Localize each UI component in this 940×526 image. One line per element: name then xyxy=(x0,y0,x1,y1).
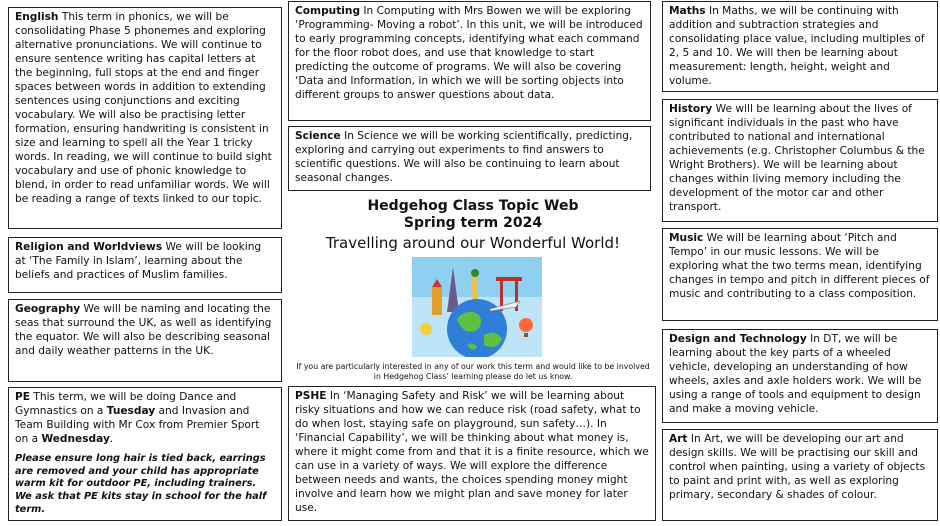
pe-note: Please ensure long hair is tied back, earrings are removed and your child has appropriate warm kit for outdoor PE, including trainers. We ask that PE kits stay in school for the half term. xyxy=(15,452,267,515)
history-body: We will be learning about the lives of significant individuals in the past who have contributed to national and international achievements (e.g. Christopher Columbus & the Wright Brothers). We will be learning about changes within living memory including the development of the motor car and other transport. xyxy=(669,103,925,213)
religion-title: Religion and Worldviews xyxy=(15,241,163,253)
involvement-note: If you are particularly interested in any of our work this term and would like to be involved in Hedgehog Class’ learning please do let us know. xyxy=(296,362,650,382)
english-body: This term in phonics, we will be consolidating Phase 5 phonemes and exploring alternative pronunciations. We will continue to ensure sentence writing has capital letters at the beginning, full stops at the end and finger spaces between words in addition to extending sentences using conjunctions and exciting vocabulary. We will also be practising letter formation, ensuring handwriting is consistent in size and learning to spell all the Year 1 tricky words. In reading, we will continue to build sight vocabulary and use of phonic knowledge to blend, in order to read unfamiliar words. We will be reading a range of texts linked to our topic. xyxy=(15,11,272,205)
maths-box xyxy=(662,1,938,92)
pshe-title: PSHE xyxy=(295,390,327,402)
computing-title: Computing xyxy=(295,5,361,17)
geography-body: We will be naming and locating the seas that surround the UK, as well as identifying the equator. We will also be describing seasonal and daily weather patterns in the UK. xyxy=(15,303,272,357)
pe-body-2: and Invasion and Team Building with Mr Cox from Premier Sport on a xyxy=(15,404,260,445)
pe-day-2: Wednesday xyxy=(41,432,110,445)
english-box xyxy=(8,7,282,229)
topic-title: Travelling around our Wonderful World! xyxy=(325,234,621,252)
geography-title: Geography xyxy=(15,303,81,315)
pshe-box xyxy=(288,386,656,521)
science-body: In Science we will be working scientifically, predicting, exploring and carrying out experiments to find answers to scientific questions. We will also be continuing to learn about seasonal changes. xyxy=(295,130,633,184)
science-box xyxy=(288,126,651,191)
term-title: Spring term 2024 xyxy=(403,215,543,231)
art-box xyxy=(662,429,938,521)
dt-box xyxy=(662,329,938,423)
class-title: Hedgehog Class Topic Web xyxy=(367,198,579,214)
religion-box xyxy=(8,237,282,293)
science-title: Science xyxy=(295,130,341,142)
art-body: In Art, we will be developing our art and design skills. We will be practising our skill and control when painting, using a variety of objects to paint and print with, as well as exploring primary, secondary & shades of colour. xyxy=(669,433,926,501)
dt-body: In DT, we will be learning about the key parts of a wheeled vehicle, developing an understanding of how wheels, axles and axle holders work. We will be using a range of tools and equipment to design and make a moving vehicle. xyxy=(669,333,922,415)
computing-body: In Computing with Mrs Bowen we will be exploring ‘Programming- Moving a robot’. In this unit, we will be introduced to early programming concepts, identifying what each command for the floor robot does, and use that knowledge to start predicting the outcome of programs. We will also be covering ‘Data and Information, in which we will be sorting objects into different groups to answer questions about data. xyxy=(295,5,643,101)
pe-box xyxy=(8,387,282,521)
maths-title: Maths xyxy=(669,5,706,17)
art-title: Art xyxy=(669,433,688,445)
history-title: History xyxy=(669,103,713,115)
dt-title: Design and Technology xyxy=(669,333,807,345)
pe-body-3: . xyxy=(109,432,114,445)
world-landmarks-image xyxy=(412,257,542,357)
pe-day-1: Tuesday xyxy=(106,404,156,417)
pe-body-1: This term, we will be doing Dance and Gymnastics on a xyxy=(15,391,237,417)
pshe-body: In ‘Managing Safety and Risk’ we will be learning about risky situations and how we can reduce risk (road safety, what to do when lost, staying safe on playground, sun safety…). In ‘Financial Capability’, we will be thinking about what money is, where it might come from and that it is a finite resource, which we can use in a variety of ways. We will explore the difference between needs and wants, the choices spending money might involve and learn how we might plan and save money for later use. xyxy=(295,390,649,514)
music-box xyxy=(662,228,938,321)
english-title: English xyxy=(15,11,59,23)
music-title: Music xyxy=(669,232,704,244)
maths-body: In Maths, we will be continuing with addition and subtraction strategies and consolidating place value, including multiples of 2, 5 and 10. We will then be learning about measurement: length, height, weight and volume. xyxy=(669,5,925,87)
computing-box xyxy=(288,1,651,121)
music-body: We will be learning about ‘Pitch and Tempo’ in our music lessons. We will be exploring what the two terms mean, identifying changes in tempo and pitch in different pieces of music and contributing to a class composition. xyxy=(669,232,930,300)
pe-title: PE xyxy=(15,391,31,403)
religion-body: We will be looking at ‘The Family in Islam’, learning about the beliefs and practices of Muslim families. xyxy=(15,241,262,281)
history-box xyxy=(662,99,938,222)
geography-box xyxy=(8,299,282,382)
